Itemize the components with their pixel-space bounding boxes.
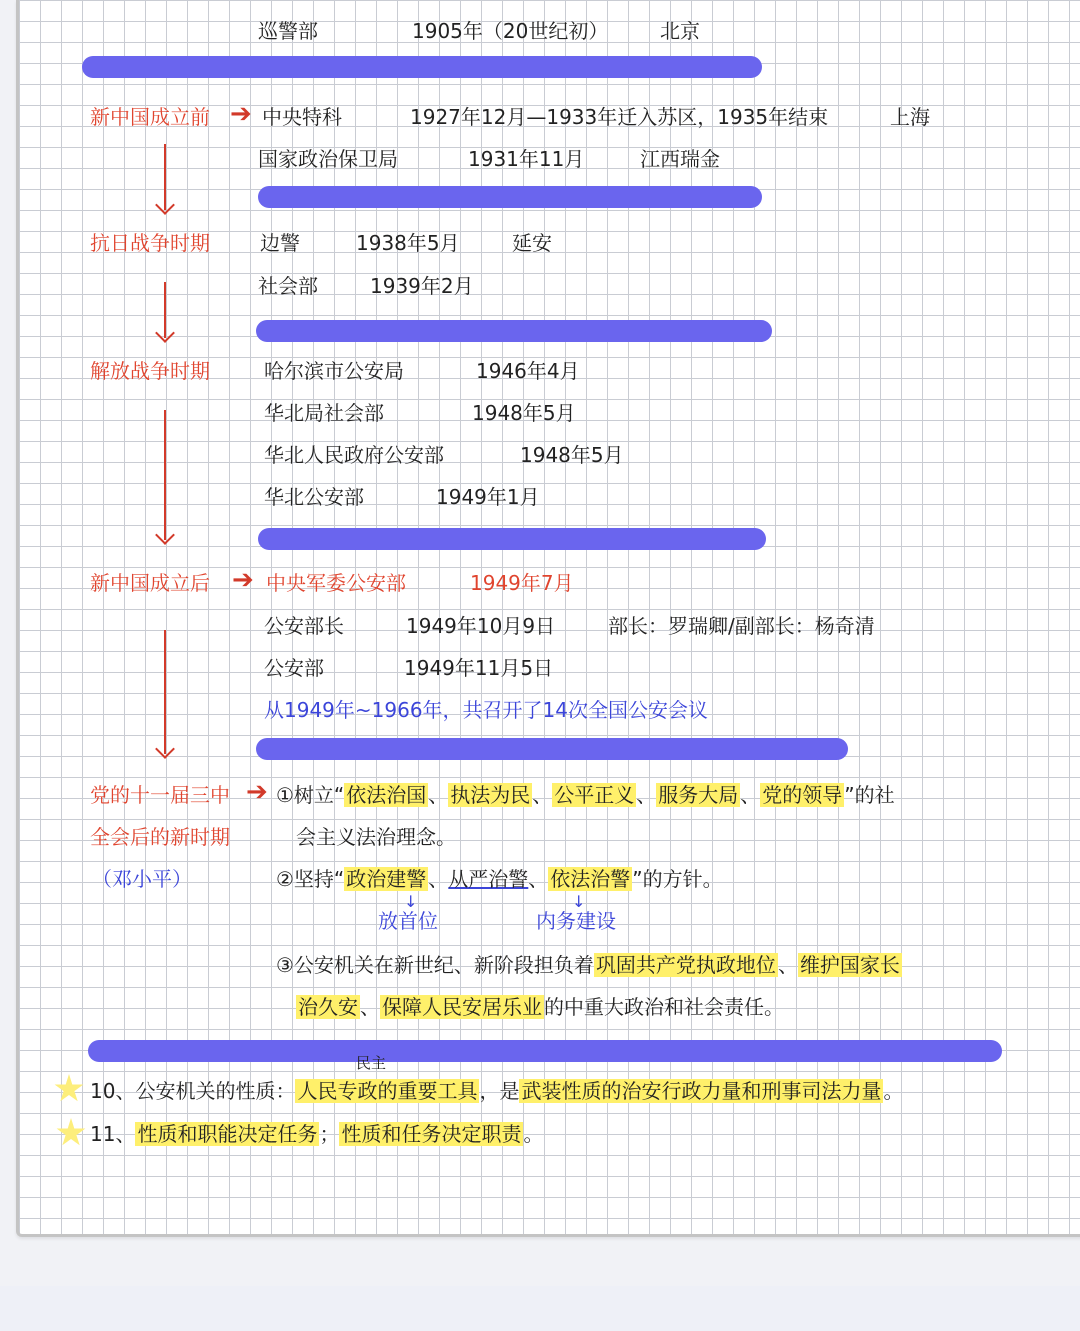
principle-item-1-cont: 会主义法治理念。	[296, 825, 456, 849]
timeline-line	[164, 630, 166, 754]
org-date: 1949年1月	[436, 485, 540, 509]
org-name: 华北人民政府公安部	[264, 443, 444, 467]
org-date: 1948年5月	[520, 443, 624, 467]
top-org: 巡警部	[258, 19, 318, 43]
annotation: 内务建设	[536, 909, 616, 933]
org-name: 中央特科	[262, 105, 342, 129]
divider-bar	[258, 528, 766, 550]
period-label: 新中国成立前	[90, 105, 210, 129]
org-date: 1949年7月	[470, 571, 574, 595]
divider-bar	[256, 320, 772, 342]
period-label: 党的十一届三中	[90, 783, 230, 807]
org-date: 1931年11月	[468, 147, 585, 171]
org-place: 江西瑞金	[640, 147, 720, 171]
org-date: 1949年10月9日	[406, 614, 556, 638]
annotation: 放首位	[378, 909, 438, 933]
org-name: 公安部长	[264, 614, 344, 638]
period-label: 新中国成立后	[90, 571, 210, 595]
point-10: 10、公安机关的性质： 人民专政的重要工具 ，是 武装性质的治安行政力量和刑事司法力量 。	[90, 1079, 904, 1103]
period-label: 抗日战争时期	[90, 231, 210, 255]
timeline-line	[164, 410, 166, 540]
divider-bar	[256, 738, 848, 760]
org-place: 上海	[890, 105, 930, 129]
principle-item-1: ①树立“ 依法治国 、 执法为民 、 公平正义 、 服务大局 、 党的领导 ”的社	[276, 783, 895, 807]
org-name: 哈尔滨市公安局	[264, 359, 404, 383]
period-label: 解放战争时期	[90, 359, 210, 383]
org-date: 1939年2月	[370, 274, 474, 298]
leader-note: 部长：罗瑞卿/副部长：杨奇清	[608, 614, 875, 638]
org-name: 华北局社会部	[264, 401, 384, 425]
principle-item-3: ③公安机关在新世纪、新阶段担负着 巩固共产党执政地位 、 维护国家长	[276, 953, 900, 977]
org-name: 社会部	[258, 274, 318, 298]
meeting-note: 从1949年~1966年，共召开了14次全国公安会议	[264, 698, 709, 722]
small-down-arrow-icon: ↓	[572, 892, 586, 911]
period-person: （邓小平）	[92, 867, 192, 891]
org-place: 延安	[512, 231, 552, 255]
org-name: 国家政治保卫局	[258, 147, 398, 171]
org-name: 边警	[260, 231, 300, 255]
right-arrow-icon: ➔	[232, 565, 254, 595]
divider-bar	[88, 1040, 1002, 1062]
org-name: 中央军委公安部	[266, 571, 406, 595]
small-down-arrow-icon: ↓	[404, 892, 418, 911]
point-11: 11、 性质和职能决定任务 ； 性质和任务决定职责 。	[90, 1122, 544, 1146]
org-date: 1949年11月5日	[404, 656, 554, 680]
top-place: 北京	[660, 19, 700, 43]
period-label: 全会后的新时期	[90, 825, 230, 849]
org-name: 公安部	[264, 656, 324, 680]
org-date: 1927年12月—1933年迁入苏区，1935年结束	[410, 105, 829, 129]
principle-item-3-cont: 治久安 、 保障人民安居乐业 的中重大政治和社会责任。	[298, 995, 784, 1019]
annotation: 民主	[356, 1054, 387, 1072]
bottom-strip	[0, 1286, 1080, 1331]
right-arrow-icon: ➔	[230, 99, 252, 129]
org-name: 华北公安部	[264, 485, 364, 509]
org-date: 1938年5月	[356, 231, 460, 255]
principle-item-2: ②坚持“ 政治建警 、从严治警、 依法治警 ”的方针。	[276, 867, 723, 891]
org-date: 1948年5月	[472, 401, 576, 425]
divider-bar	[82, 56, 762, 78]
divider-bar	[258, 186, 762, 208]
right-arrow-icon: ➔	[246, 777, 268, 807]
org-date: 1946年4月	[476, 359, 580, 383]
top-date: 1905年（20世纪初）	[412, 19, 609, 43]
